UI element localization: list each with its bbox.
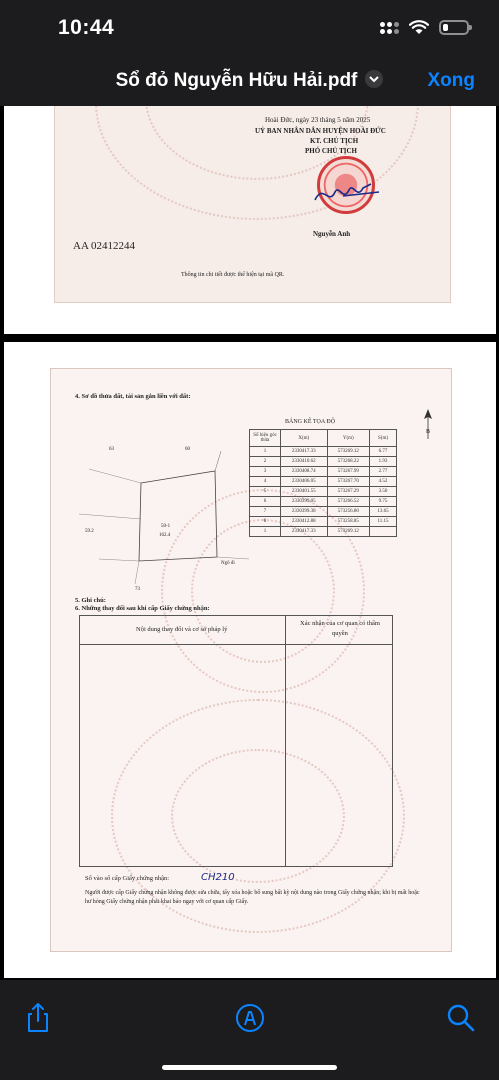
section-4-heading: 4. Sơ đồ thửa đất, tài sản gắn liền với đất: (75, 393, 191, 400)
table-header: Số hiệu góc thửa (250, 430, 281, 447)
table-row (250, 527, 397, 537)
qr-note: Thông tin chi tiết được thể hiện tại mã QR. (181, 272, 285, 278)
register-number-value: CH210 (201, 872, 235, 883)
table-cell: 573267.99 (327, 467, 369, 477)
table-cell: 573256.80 (327, 507, 369, 517)
table-cell: 2330410.62 (281, 457, 328, 467)
parcel-number: 50-1 (161, 524, 171, 529)
table-cell: 573266.52 (327, 497, 369, 507)
table-cell: 9.75 (370, 497, 397, 507)
status-icons (380, 20, 469, 35)
table-cell: 5 (250, 487, 281, 497)
changes-table (79, 615, 393, 867)
table-cell: 573267.70 (327, 477, 369, 487)
neighbor-label: 59.2 (85, 529, 94, 534)
search-icon (443, 1000, 479, 1036)
markup-button[interactable] (232, 1000, 268, 1036)
table-cell: 2.77 (370, 467, 397, 477)
table-header: S(m) (370, 430, 397, 447)
table-cell: 4 (250, 477, 281, 487)
parcel-area: 162.4 (159, 533, 171, 538)
pdf-page-2 (4, 342, 496, 978)
table-cell: 3 (250, 467, 281, 477)
table-cell: 2330401.55 (281, 487, 328, 497)
search-button[interactable] (443, 1000, 479, 1036)
section-5-heading: 5. Ghi chú: (75, 597, 106, 604)
nav-bar (0, 60, 499, 106)
table-cell: 11.15 (370, 517, 397, 527)
chevron-down-icon[interactable] (365, 70, 383, 88)
table-cell: 2330412.88 (281, 517, 328, 527)
table-row (250, 507, 397, 517)
table-header-row (250, 430, 397, 447)
neighbor-label: 63 (109, 447, 114, 452)
column-header-changes: Nội dung thay đổi và cơ sở pháp lý (136, 626, 228, 633)
share-button[interactable] (20, 1000, 56, 1036)
signer-name: Nguyễn Anh (313, 230, 351, 238)
column-header-confirmation: Xác nhận của cơ quan có thẩm quyền (300, 620, 380, 637)
table-cell: 1.93 (370, 457, 397, 467)
parcel-map (79, 439, 259, 589)
markup-icon (232, 1000, 268, 1036)
table-row (250, 517, 397, 527)
footer-note: Người được cấp Giấy chứng nhận không được sửa chữa, tẩy xóa hoặc bổ sung bất kỳ nội dung nào trong Giấy chứng nhận; khi bị mất hoặc hư hỏng Giấy chứng nhận phải khai báo ngay với cơ quan cấp Giấy. (85, 890, 420, 905)
wifi-icon (409, 20, 429, 35)
table-header: X(m) (281, 430, 328, 447)
signer-role-2: PHÓ CHỦ TỊCH (305, 147, 357, 155)
table-row (250, 467, 397, 477)
table-row (250, 447, 397, 457)
coordinate-table-title: BẢNG KÊ TỌA ĐỘ (285, 419, 336, 425)
table-row (250, 487, 397, 497)
issuing-authority: UỶ BAN NHÂN DÂN HUYỆN HOÀI ĐỨC (255, 127, 386, 135)
table-cell: 7 (250, 507, 281, 517)
table-cell: 573268.22 (327, 457, 369, 467)
table-cell: 2330399.05 (281, 497, 328, 507)
status-bar (0, 0, 499, 60)
table-cell: 6.77 (370, 447, 397, 457)
table-cell: 1 (250, 447, 281, 457)
table-cell (370, 527, 397, 537)
status-time: 10:44 (58, 16, 115, 39)
table-cell: 3.50 (370, 487, 397, 497)
issue-date: Hoài Đức, ngày 23 tháng 5 năm 2025 (265, 116, 371, 124)
certificate-page-background (50, 368, 452, 952)
signature-icon (313, 178, 383, 208)
section-6-heading: 6. Những thay đổi sau khi cấp Giấy chứng nhận: (75, 605, 210, 612)
certificate-serial: AA 02412244 (73, 240, 136, 252)
document-title: Sổ đỏ Nguyễn Hữu Hải.pdf (115, 70, 358, 91)
table-cell: 2330408.74 (281, 467, 328, 477)
done-button[interactable]: Xong (427, 70, 475, 91)
table-cell: 573269.12 (327, 447, 369, 457)
table-cell: 6 (250, 497, 281, 507)
table-cell: 4.52 (370, 477, 397, 487)
neighbor-label: 73 (135, 587, 140, 592)
table-row (250, 497, 397, 507)
register-number-label: Số vào sổ cấp Giấy chứng nhận: (85, 875, 170, 882)
pdf-viewer[interactable] (0, 106, 499, 980)
table-row (250, 457, 397, 467)
pdf-page-1 (4, 106, 496, 334)
bottom-toolbar (0, 980, 499, 1080)
table-row (250, 477, 397, 487)
table-cell: 13.65 (370, 507, 397, 517)
home-indicator[interactable] (162, 1065, 337, 1070)
table-cell: 2330406.05 (281, 477, 328, 487)
north-label: B (426, 429, 431, 435)
table-cell: 8 (250, 517, 281, 527)
table-cell: 573269.12 (327, 527, 369, 537)
share-icon (20, 1000, 56, 1036)
coordinate-table (249, 429, 397, 537)
document-title-menu[interactable] (0, 70, 499, 92)
certificate-page-background (54, 106, 451, 303)
neighbor-label: 60 (185, 447, 190, 452)
table-cell: 1 (250, 527, 281, 537)
table-cell: 2330417.33 (281, 527, 328, 537)
cellular-signal-icon (380, 22, 399, 34)
table-cell: 573267.29 (327, 487, 369, 497)
table-header: Y(m) (327, 430, 369, 447)
signer-role-1: KT. CHỦ TỊCH (310, 137, 359, 145)
table-cell: 2 (250, 457, 281, 467)
table-cell: 2330399.38 (281, 507, 328, 517)
table-cell: 573258.85 (327, 517, 369, 527)
table-cell: 2330417.33 (281, 447, 328, 457)
road-label: Ngõ đi (221, 561, 235, 566)
battery-icon (439, 20, 469, 35)
